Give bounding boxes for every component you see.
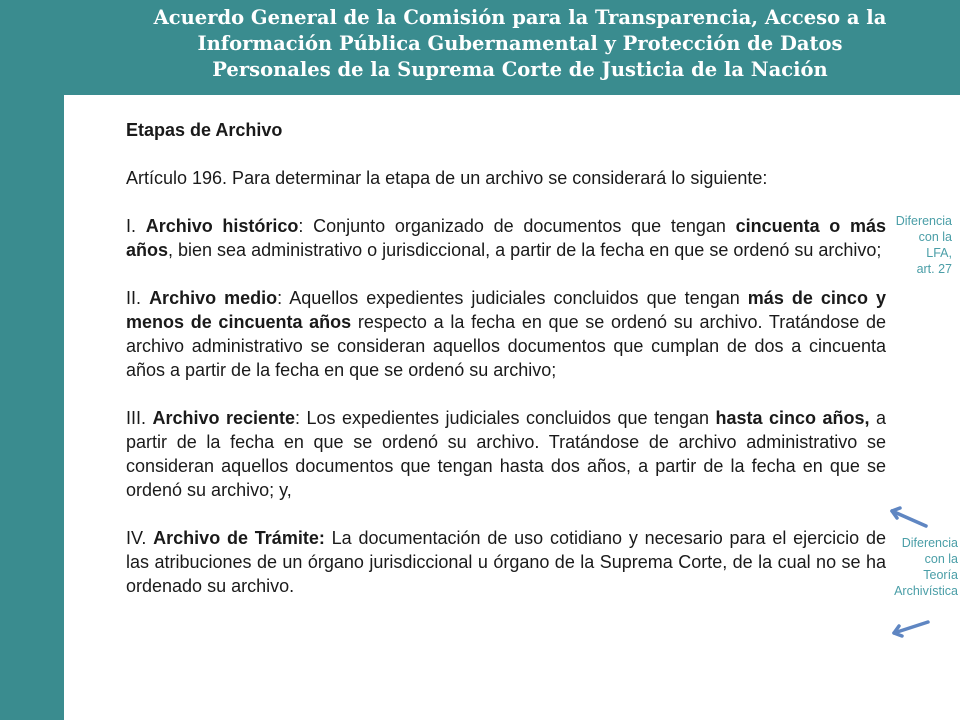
item-numeral: II. — [126, 288, 150, 308]
item-text-rest: respecto a la fecha en que se ordenó su archivo. Tratándose de archivo administrativo se consideran aquellos documentos que cumplan de dos a cincuenta años a partir de la fecha en que se ordenó su archivo; — [126, 312, 886, 380]
note-line: LFA, — [926, 246, 952, 260]
item-emphasis: más de cinco y menos de cincuenta años — [126, 288, 886, 332]
note-line: art. 27 — [916, 262, 952, 276]
title-line-3: Personales de la Suprema Corte de Justicia de la Nación — [212, 58, 828, 81]
item-text: : Aquellos expedientes judiciales concluidos que tengan — [277, 288, 748, 308]
section-heading: Etapas de Archivo — [126, 120, 283, 140]
note-line: con la — [924, 552, 958, 566]
item-archivo-tramite — [126, 526, 886, 598]
note-line: Teoría — [923, 568, 958, 582]
arrow-icon — [888, 618, 932, 640]
header-bar — [0, 0, 960, 95]
item-numeral: III. — [126, 408, 153, 428]
note-line: Diferencia — [901, 536, 958, 550]
item-text: : Conjunto organizado de documentos que tengan — [298, 216, 736, 236]
title-line-2: Información Pública Gubernamental y Protección de Datos — [197, 32, 843, 55]
title-line-1: Acuerdo General de la Comisión para la Transparencia, Acceso a la — [153, 6, 887, 29]
item-text-rest: , bien sea administrativo o jurisdiccional, a partir de la fecha en que se ordenó su archivo; — [168, 240, 882, 260]
item-text: : Los expedientes judiciales concluidos que tengan — [295, 408, 716, 428]
note-line: Archivística — [894, 584, 958, 598]
item-text-rest: a partir de la fecha en que se ordenó su archivo. Tratándose de archivo administrativo se consideran aquellos documentos que tengan hasta dos años, a partir de la fecha en que se ordenó su archivo; y, — [126, 408, 886, 500]
item-numeral: I. — [126, 216, 146, 236]
note-line: con la — [918, 230, 952, 244]
note-teoria-archivistica — [878, 535, 958, 599]
item-term: Archivo histórico — [145, 216, 299, 236]
item-term: Archivo de Trámite: — [153, 528, 325, 548]
item-text: La documentación de uso cotidiano y necesario para el ejercicio de las atribuciones de un órgano jurisdiccional u órgano de la Suprema Corte, de la cual no se ha ordenado su archivo. — [126, 528, 887, 596]
page-title — [90, 5, 950, 83]
arrow-icon — [886, 504, 930, 530]
item-emphasis: hasta cinco años, — [715, 408, 870, 428]
item-archivo-historico — [126, 214, 886, 262]
item-archivo-medio — [126, 286, 886, 382]
item-numeral: IV. — [126, 528, 154, 548]
note-lfa — [878, 213, 952, 277]
item-term: Archivo reciente — [152, 408, 295, 428]
item-emphasis: cincuenta o más años — [126, 216, 886, 260]
item-term: Archivo medio — [149, 288, 278, 308]
document-body — [126, 118, 886, 598]
note-line: Diferencia — [895, 214, 952, 228]
article-intro: Artículo 196. Para determinar la etapa de un archivo se considerará lo siguiente: — [126, 168, 768, 188]
item-archivo-reciente — [126, 406, 886, 502]
